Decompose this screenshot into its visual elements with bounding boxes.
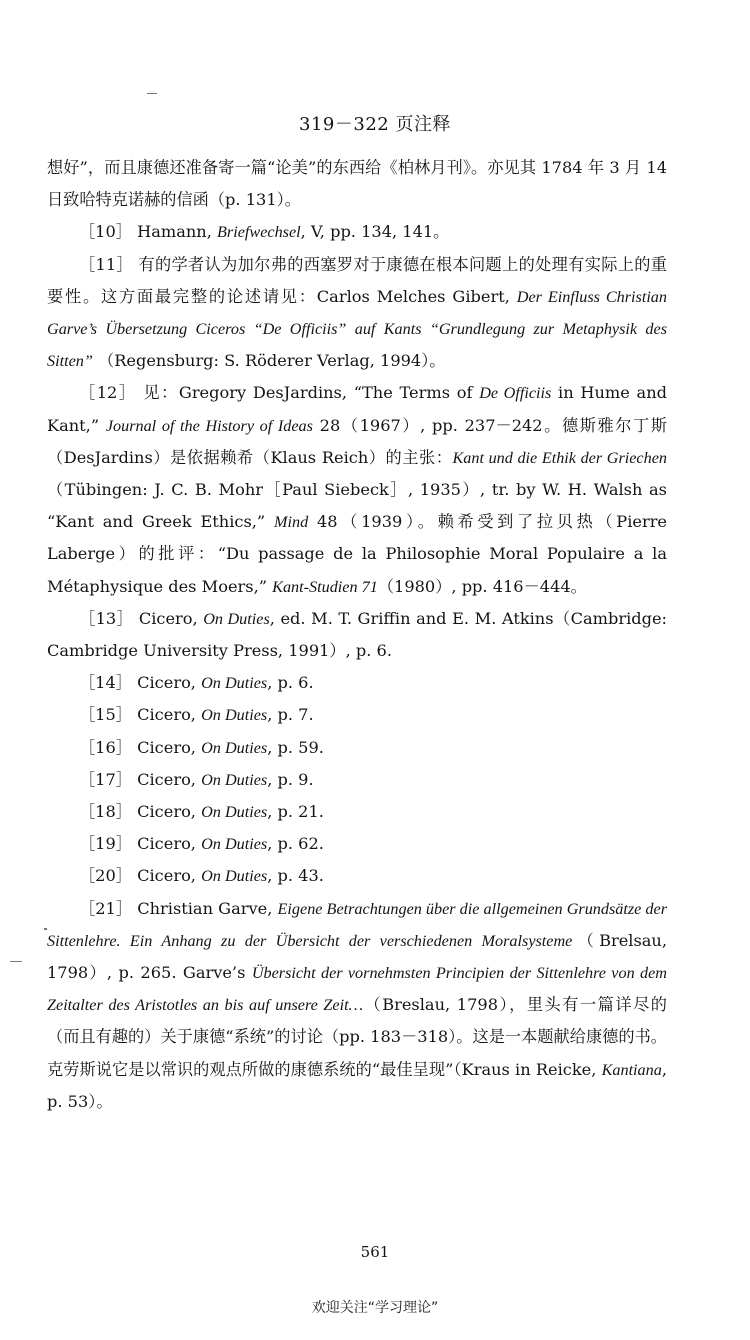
- scan-speck-margin: [10, 961, 22, 962]
- note-text: ［18］ Cicero,: [79, 802, 202, 822]
- note-text: , p. 9.: [267, 769, 314, 789]
- note-text: , p. 6.: [267, 673, 314, 693]
- italic-title: Übersicht der vornehmsten Principien der Sittenlehre von dem Zeitalter des Aristotles an bis auf unsere Zeit…: [47, 964, 667, 1015]
- page-title: 319－322 页注释: [299, 114, 451, 135]
- note-text: 28（1967）, pp. 237－242。德斯雅尔丁斯（DesJardins）是依据赖希（Klaus Reich）的主张：: [47, 415, 667, 467]
- note-text: , V, pp. 134, 141。: [300, 222, 450, 242]
- note-text: , p. 21.: [267, 802, 324, 822]
- note-text: ［13］ Cicero,: [79, 608, 204, 628]
- italic-title: Kant-Studien 71: [272, 577, 378, 596]
- note-text: ［12］ 见：Gregory DesJardins, “The Terms of: [79, 383, 480, 403]
- italic-title: On Duties: [201, 835, 268, 854]
- note-text: , ed. M. T. Griffin and E. M. Atkins（Cambridge: Cambridge University Press, 1991）, p. 6.: [47, 608, 668, 661]
- note-text: （Brelsau, 1798）, p. 265. Garve’s: [47, 930, 667, 983]
- note-text: ［14］ Cicero,: [79, 673, 202, 693]
- footnotes-body: [47, 152, 667, 1118]
- italic-title: On Duties: [201, 706, 268, 725]
- italic-title: On Duties: [201, 867, 268, 886]
- footnote-19: [47, 828, 667, 860]
- footnote-16: [47, 732, 667, 764]
- italic-title: On Duties: [201, 738, 268, 757]
- italic-title: Briefwechsel: [217, 223, 301, 242]
- italic-title: On Duties: [203, 609, 270, 628]
- page-number: 561: [360, 1243, 390, 1261]
- footnote-17: [47, 764, 667, 796]
- note-text: , p. 7.: [267, 705, 314, 725]
- note-text: , p. 62.: [267, 834, 324, 854]
- italic-title: Mind: [274, 513, 309, 532]
- italic-title: On Duties: [201, 674, 268, 693]
- footnote-18: [47, 796, 667, 828]
- italic-title: On Duties: [201, 770, 268, 789]
- footnote-11: [47, 249, 667, 378]
- italic-title: On Duties: [201, 803, 268, 822]
- italic-title: Kant und die Ethik der Griechen: [452, 448, 667, 467]
- note-text: （1980）, pp. 416－444。: [377, 576, 587, 596]
- continued-note: [47, 152, 667, 216]
- note-text: , p. 43.: [267, 866, 324, 886]
- note-text: ［16］ Cicero,: [79, 737, 202, 757]
- italic-title: De Officiis: [479, 384, 552, 403]
- note-text: 想好”，而且康德还准备寄一篇“论美”的东西给《柏林月刊》。亦见其 1784 年 3 月 14 日致哈特克诺赫的信函（p. 131）。: [47, 158, 667, 210]
- footnote-12: [47, 377, 667, 602]
- footnote-15: [47, 699, 667, 731]
- italic-title: Eigene Betrachtungen über die allgemeinen Grundsätze der Sittenlehre. Ein Anhang zu der Übersicht der verschiedenen Moralsysteme: [47, 899, 667, 950]
- scan-speck-top: [147, 93, 157, 94]
- footnote-21: [47, 893, 667, 1118]
- note-text: 48（1939）。赖希受到了拉贝热（Pierre Laberge）的批评：“Du passage de la Philosophie Moral Populaire a la Métaphysique des Moers,”: [47, 512, 668, 596]
- footnote-13: [47, 603, 667, 667]
- note-text: , p. 53）。: [47, 1059, 667, 1111]
- note-text: （Regensburg: S. Röderer Verlag, 1994）。: [92, 351, 446, 371]
- footnote-14: [47, 667, 667, 699]
- footer-watermark: 欢迎关注“学习理论”: [311, 1300, 439, 1316]
- italic-title: Journal of the History of Ideas: [105, 416, 313, 435]
- note-text: ［15］ Cicero,: [79, 705, 202, 725]
- note-text: ［20］ Cicero,: [79, 866, 202, 886]
- note-text: （Tübingen: J. C. B. Mohr［Paul Siebeck］, 1935）, tr. by W. H. Walsh as “Kant and Greek Ethics,”: [47, 480, 667, 532]
- note-text: ［11］ 有的学者认为加尔弗的西塞罗对于康德在根本问题上的处理有实际上的重要性。这方面最完整的论述请见：Carlos Melches Gibert,: [47, 254, 667, 306]
- note-text: ［17］ Cicero,: [79, 769, 202, 789]
- footnote-10: [47, 216, 667, 248]
- italic-title: Der Einfluss Christian Garve’s Übersetzung Ciceros “De Officiis” auf Kants “Grundlegung zur Metaphysik des Sitten”: [47, 287, 667, 371]
- note-text: in Hume and Kant,”: [47, 383, 667, 435]
- note-text: ［10］ Hamann,: [79, 222, 218, 242]
- footnote-20: [47, 860, 667, 892]
- note-text: ［19］ Cicero,: [79, 834, 202, 854]
- note-text: ［21］ Christian Garve,: [79, 898, 278, 918]
- note-text: , p. 59.: [267, 737, 324, 757]
- note-text: （Breslau, 1798），里头有一篇详尽的（而且有趣的）关于康德“系统”的讨论（pp. 183－318）。这是一本题献给康德的书。克劳斯说它是以常识的观点所做的康德系统的“最佳呈现”（Kraus in Reicke,: [47, 995, 667, 1079]
- italic-title: Kantiana: [601, 1060, 662, 1079]
